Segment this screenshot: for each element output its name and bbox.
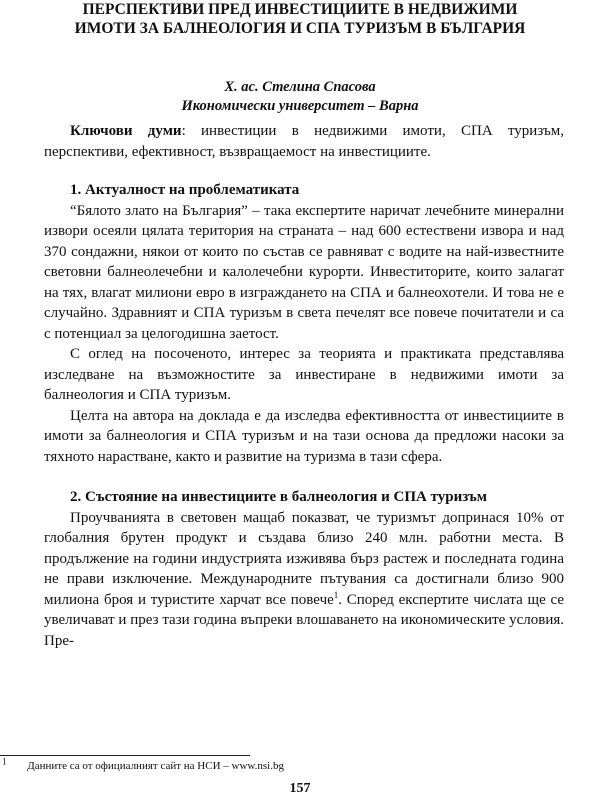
author-block (0, 78, 600, 116)
section-1-paragraph-1: “Бялото злато на България” – така експертите наричат лечебните минерални извори осеяли цялата територия на страната – над 600 естествени извора и над 370 сондажни, някои от които по състав се равняват с водите на най-известните световни балнеолечебни и калолечебни курорти. Инвеститорите, които залагат на тях, влагат милиони евро в изграждането на СПА и балнеохотели. И това не е случайно. Здравният и СПА туризъм в света печелят все повече почитатели и са с потенциал за целогодишна заетост. (44, 202, 564, 342)
keywords-text: : инвестиции в недвижими имоти, СПА туризъм, перспективи, ефективност, възвращаемост на инвестициите. (44, 123, 564, 160)
footnote (2, 756, 562, 773)
footnote-ref[interactable]: 1 (333, 589, 339, 600)
section-1-paragraph-3: Целта на автора на доклада е да изследва ефективността от инвестициите в имоти за балнеология и СПА туризъм и на тази основа да предложи насоки за тяхното нарастване, както и развитие на туризма в тази сфера. (44, 407, 564, 465)
author-name: Х. ас. Стелина Спасова (224, 79, 376, 95)
body-text (44, 121, 564, 651)
footnote-divider (0, 755, 250, 756)
footnote-text: Данните са от официалният сайт на НСИ – www.nsi.bg (27, 760, 284, 772)
keywords (44, 121, 564, 162)
keywords-label: Ключови думи (70, 123, 182, 139)
footnote-marker: 1 (2, 756, 7, 767)
title-line-1: ПЕРСПЕКТИВИ ПРЕД ИНВЕСТИЦИИТЕ В НЕДВИЖИМИ (82, 1, 518, 18)
section-2-text-b: . Според експертите числата ще се увеличават и през тази година въпреки влошаването на икономическите условия. Пре- (44, 591, 564, 649)
section-1-paragraph-2: С оглед на посоченото, интерес за теорията и практиката представлява изследване на възможностите за инвестиране в недвижими имоти за балнеология и СПА туризъм. (44, 346, 564, 403)
section-2-paragraph-1 (44, 508, 564, 652)
section-1-heading: 1. Актуалност на проблематиката (70, 182, 300, 198)
section-2-heading: 2. Състояние на инвестициите в балнеология и СПА туризъм (70, 489, 488, 505)
page-number: 157 (289, 781, 311, 796)
section-2-text-a: Проучванията в световен мащаб показват, че туризмът допринася 10% от глобалния брутен продукт и създава близо 240 млн. работни места. В продължение на години индустрията изживява бърз растеж и последната година не прави изключение. Международните пътувания са достигнали близо 900 милиона броя и туристите харчат все повече (44, 509, 564, 608)
paper-title (0, 0, 600, 38)
title-line-2: ИМОТИ ЗА БАЛНЕОЛОГИЯ И СПА ТУРИЗЪМ В БЪЛГАРИЯ (74, 20, 526, 37)
author-affiliation: Икономически университет – Варна (181, 98, 419, 114)
